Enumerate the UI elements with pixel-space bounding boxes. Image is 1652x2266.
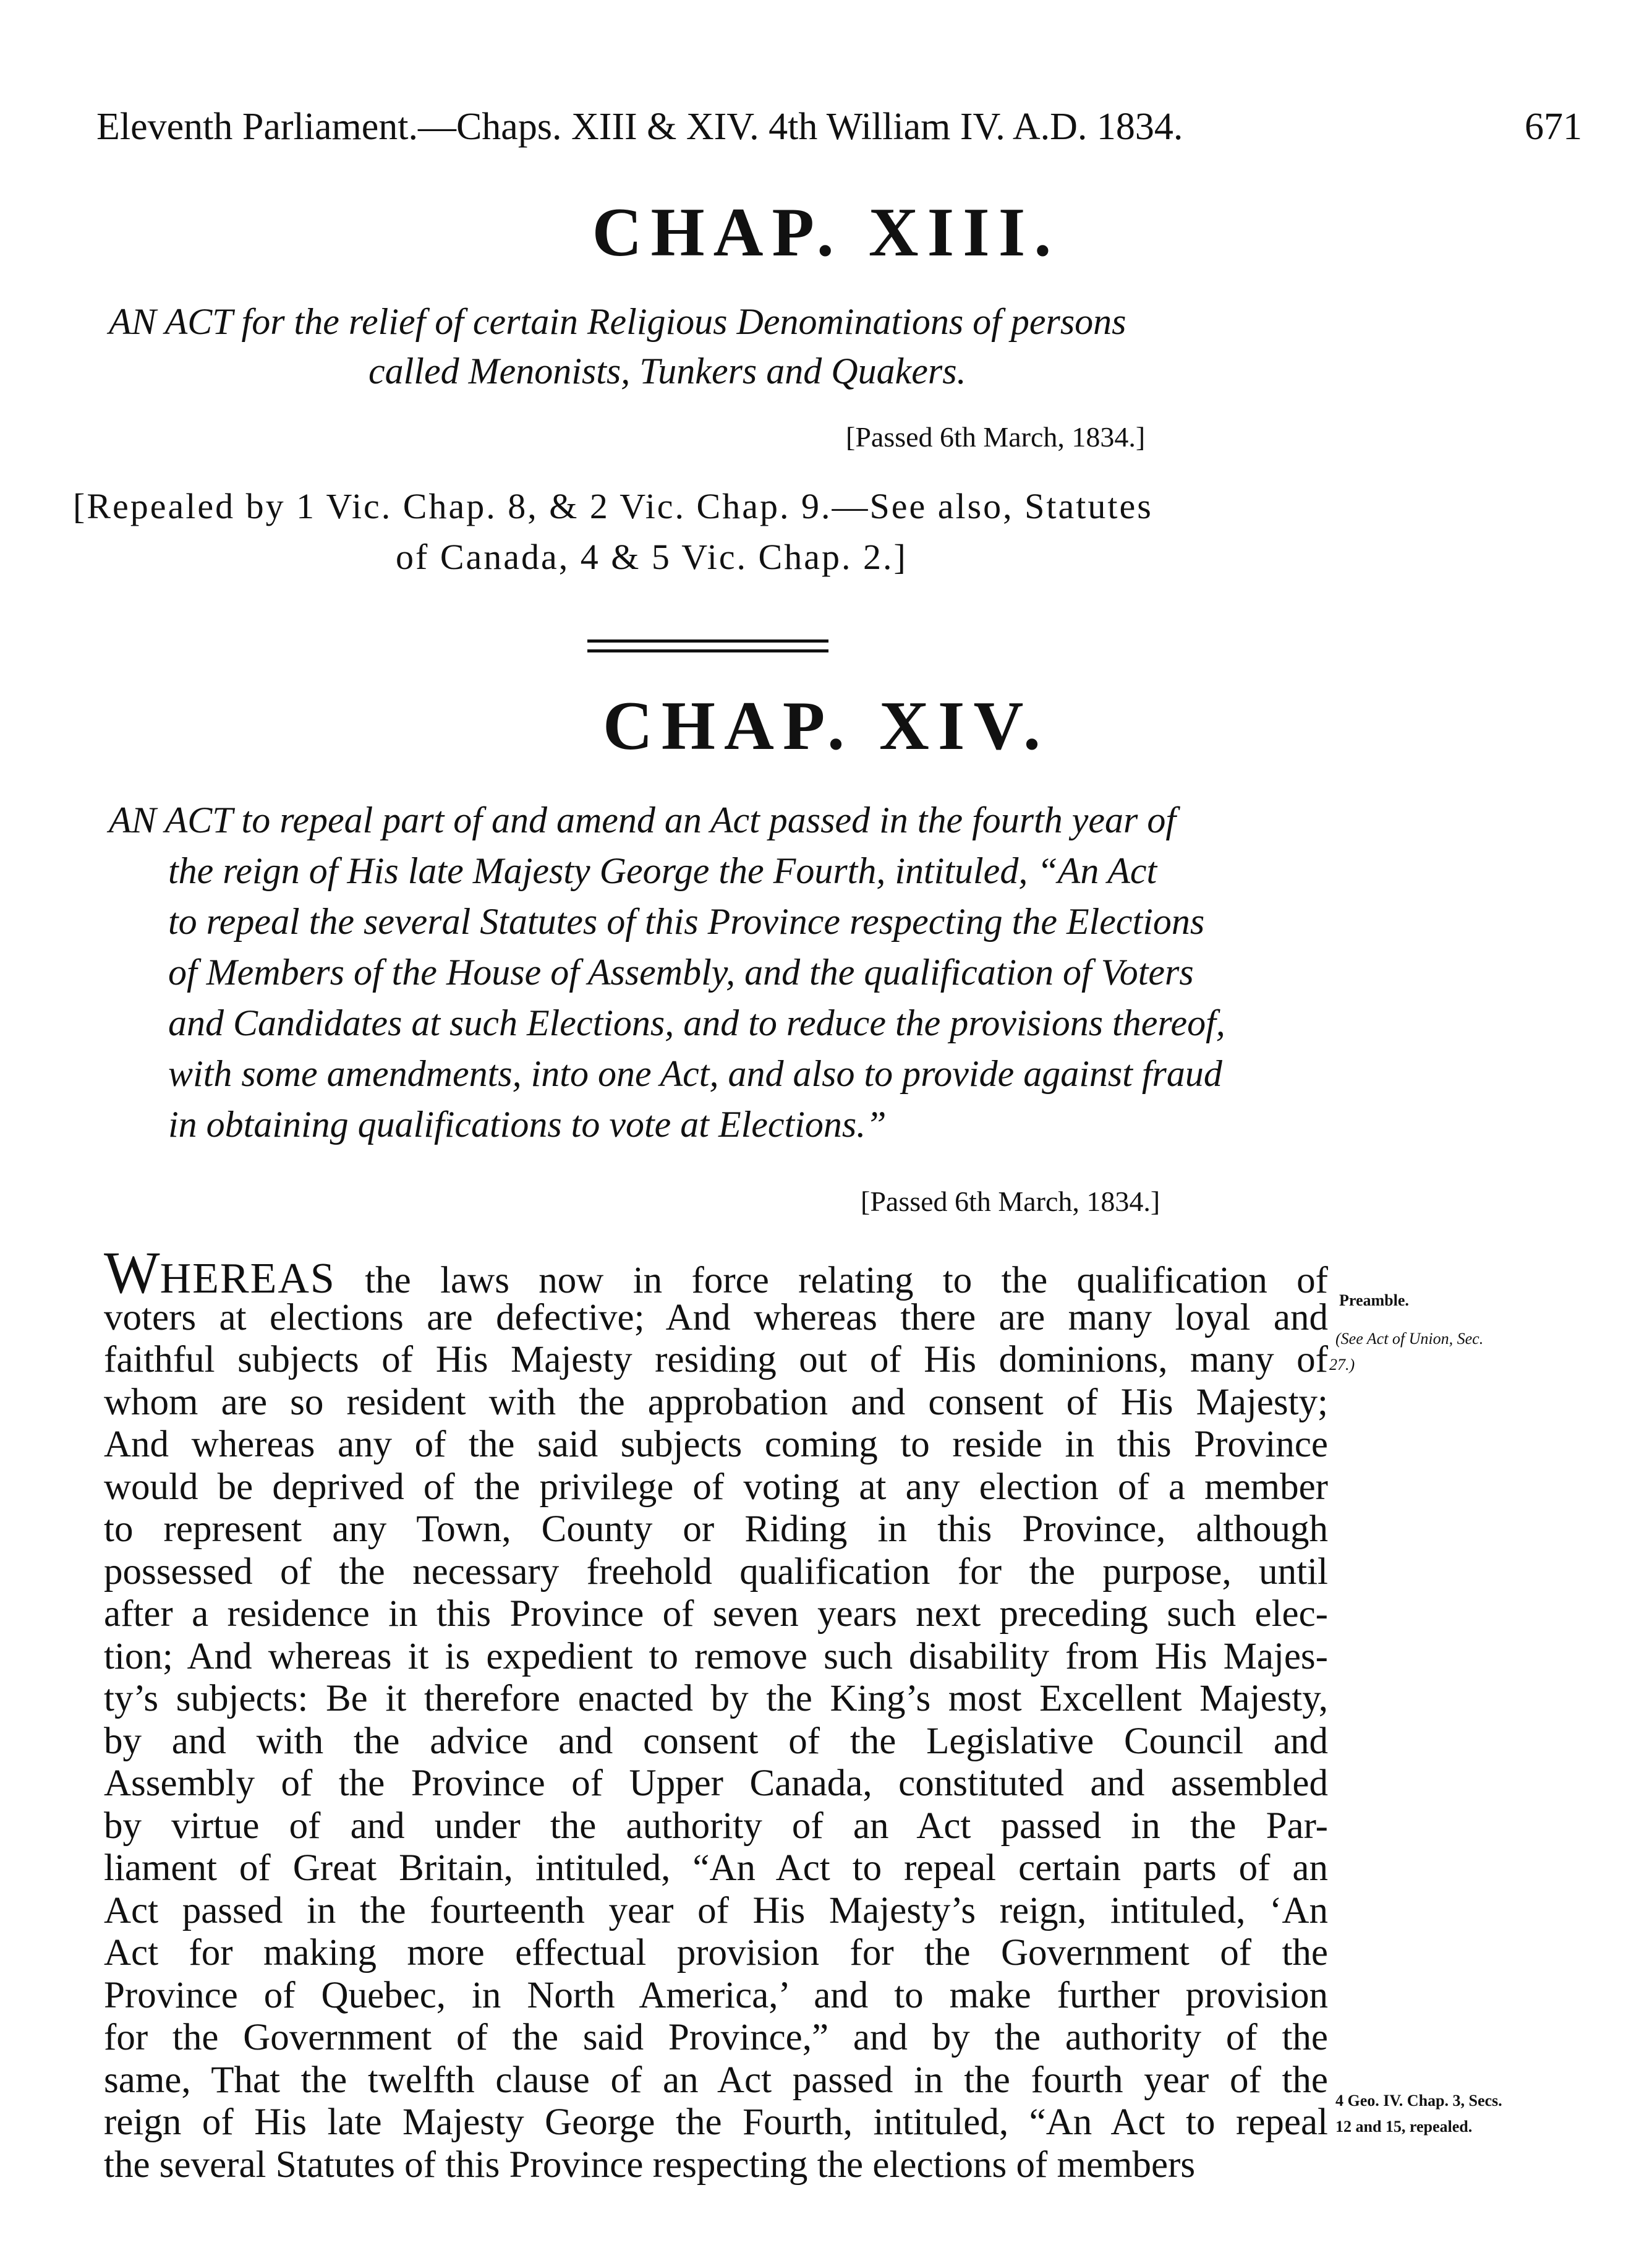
body-line: would be deprived of the privilege of voting at any election of a member <box>104 1466 1328 1508</box>
act-title-line: the reign of His late Majesty George the Fourth, intituled, “An Act <box>168 850 1157 891</box>
section-divider-rule <box>587 649 828 652</box>
margin-note-preamble: Preamble. <box>1339 1291 1409 1309</box>
margin-note-repealed-clauses: 4 Geo. IV. Chap. 3, Secs. <box>1335 2092 1502 2110</box>
body-line: tion; And whereas it is expedient to remove such disability from His Majes- <box>104 1635 1328 1677</box>
chapter-14-body <box>104 1239 1328 2186</box>
drop-initial: W <box>104 1239 160 1306</box>
body-line: voters at elections are defective; And whereas there are many loyal and <box>104 1296 1328 1338</box>
margin-note-repealed-clauses: 12 and 15, repealed. <box>1335 2118 1473 2136</box>
running-head: Eleventh Parliament.—Chaps. XIII & XIV. 4th William IV. A.D. 1834. <box>96 106 1183 148</box>
chapter-13-passed-date: [Passed 6th March, 1834.] <box>846 421 1146 453</box>
body-line: by virtue of and under the authority of an Act passed in the Par- <box>104 1805 1328 1847</box>
chapter-14-passed-date: [Passed 6th March, 1834.] <box>861 1186 1160 1217</box>
body-line: Province of Quebec, in North America,’ and to make further provision <box>104 1974 1328 2016</box>
body-line: same, That the twelfth clause of an Act passed in the fourth year of the <box>104 2059 1328 2101</box>
body-line: reign of His late Majesty George the Fourth, intituled, “An Act to repeal <box>104 2101 1328 2143</box>
repealed-line: [Repealed by 1 Vic. Chap. 8, & 2 Vic. Chap. 9.—See also, Statutes <box>73 486 1153 526</box>
act-title-line: with some amendments, into one Act, and also to provide against fraud <box>168 1053 1222 1094</box>
body-line <box>104 1239 1328 1306</box>
margin-note-see-act: (See Act of Union, Sec. <box>1335 1330 1484 1348</box>
body-line: by and with the advice and consent of the Legislative Council and <box>104 1720 1328 1762</box>
body-line: And whereas any of the said subjects coming to reside in this Province <box>104 1424 1328 1465</box>
act-title-line: called Menonists, Tunkers and Quakers. <box>368 351 966 391</box>
body-opening-caps: HEREAS <box>160 1255 336 1302</box>
act-title-line: AN ACT to repeal part of and amend an Act passed in the fourth year of <box>109 800 1177 840</box>
chapter-14-title: CHAP. XIV. <box>603 688 1049 764</box>
body-line: liament of Great Britain, intituled, “An Act to repeal certain parts of an <box>104 1847 1328 1889</box>
act-title-line: in obtaining qualifications to vote at Elections.” <box>168 1104 887 1145</box>
body-line: to represent any Town, County or Riding in this Province, although <box>104 1508 1328 1550</box>
body-line: faithful subjects of His Majesty residing out of His dominions, many of <box>104 1339 1328 1380</box>
body-line: ty’s subjects: Be it therefore enacted by the King’s most Excellent Majesty, <box>104 1678 1328 1719</box>
margin-note-see-act: 27.) <box>1329 1356 1355 1374</box>
act-title-line: to repeal the several Statutes of this Province respecting the Elections <box>168 901 1205 942</box>
body-line: possessed of the necessary freehold qualification for the purpose, until <box>104 1550 1328 1593</box>
act-title-line: AN ACT for the relief of certain Religious Denominations of persons <box>109 301 1126 342</box>
body-line: Assembly of the Province of Upper Canada, constituted and assembled <box>104 1763 1328 1804</box>
body-line-text: the laws now in force relating to the qualification of <box>335 1260 1328 1301</box>
act-title-line: of Members of the House of Assembly, and the qualification of Voters <box>168 952 1194 993</box>
body-line: after a residence in this Province of seven years next preceding such elec- <box>104 1593 1328 1635</box>
body-line: for the Government of the said Province,” and by the authority of the <box>104 2017 1328 2058</box>
section-divider-rule <box>587 639 828 643</box>
repealed-line: of Canada, 4 & 5 Vic. Chap. 2.] <box>396 537 908 577</box>
body-line: whom are so resident with the approbation and consent of His Majesty; <box>104 1381 1328 1423</box>
body-line: Act passed in the fourteenth year of His Majesty’s reign, intituled, ‘An <box>104 1889 1328 1931</box>
act-title-line: and Candidates at such Elections, and to reduce the provisions thereof, <box>168 1003 1225 1043</box>
chapter-13-title: CHAP. XIII. <box>592 194 1060 271</box>
body-line: the several Statutes of this Province respecting the elections of members <box>104 2144 1196 2186</box>
page-number: 671 <box>1525 106 1582 148</box>
body-line: Act for making more effectual provision for the Government of the <box>104 1932 1328 1973</box>
